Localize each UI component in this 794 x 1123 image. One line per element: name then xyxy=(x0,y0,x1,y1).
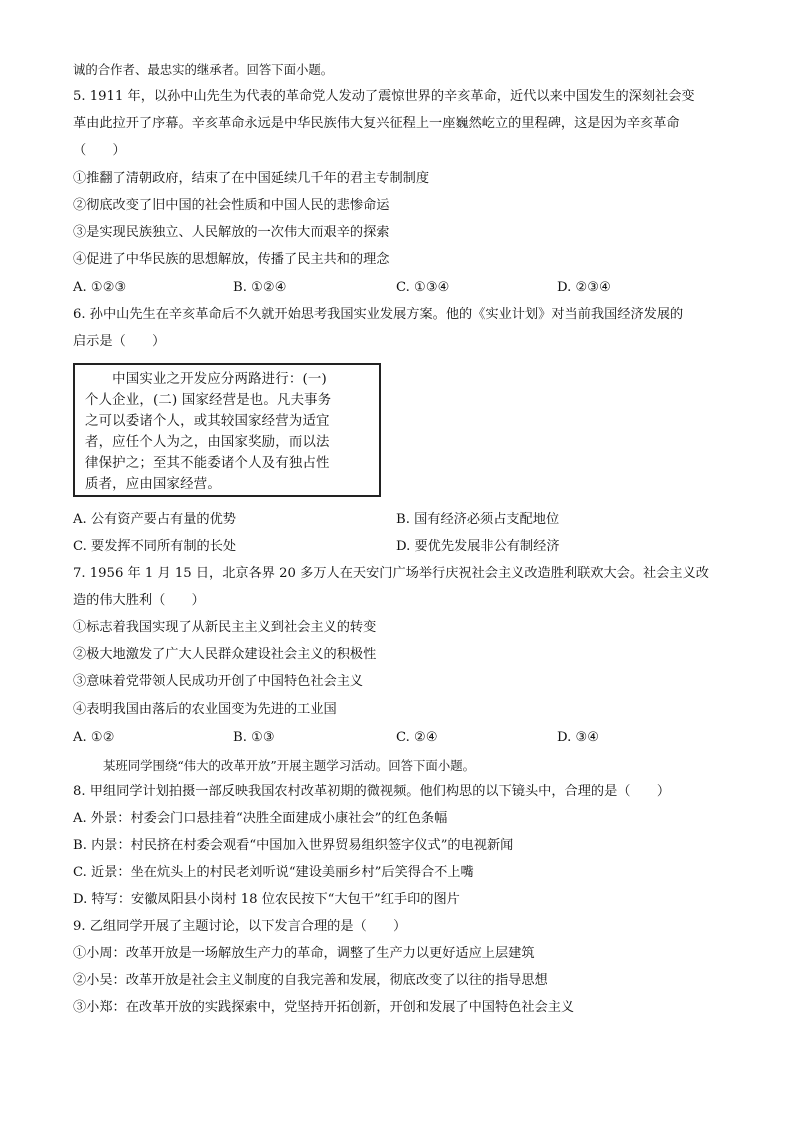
option-a[interactable]: A. ①②③ xyxy=(73,280,127,295)
option-c[interactable]: C. 近景：坐在炕头上的村民老刘听说“建设美丽乡村”后笑得合不上嘴 xyxy=(73,865,474,880)
question-stem: 9. 乙组同学开展了主题讨论，以下发言合理的是（ ） xyxy=(73,919,407,934)
statement-item: ②彻底改变了旧中国的社会性质和中国人民的悲惨命运 xyxy=(73,198,390,213)
question-stem: 造的伟大胜利（ ） xyxy=(73,593,205,608)
intro-text: 诚的合作者、最忠实的继承者。回答下面小题。 xyxy=(73,62,334,77)
option-d[interactable]: D. 要优先发展非公有制经济 xyxy=(396,539,560,554)
quote-line: 律保护之；至其不能委诸个人及有独占性 xyxy=(85,456,330,471)
question-stem: 启示是（ ） xyxy=(73,334,166,349)
question-stem: 革由此拉开了序幕。辛亥革命永远是中华民族伟大复兴征程上一座巍然屹立的里程碑，这是因为辛亥革命 xyxy=(73,116,680,131)
quote-box xyxy=(73,363,381,497)
quote-line: 之可以委诸个人，或其较国家经营为适宜 xyxy=(85,414,330,429)
option-b[interactable]: B. 内景：村民挤在村委会观看“中国加入世界贸易组织签字仪式”的电视新闻 xyxy=(73,838,514,853)
option-b[interactable]: B. ①②④ xyxy=(233,280,287,295)
statement-item: ①小周：改革开放是一场解放生产力的革命，调整了生产力以更好适应上层建筑 xyxy=(73,946,535,961)
option-d[interactable]: D. 特写：安徽凤阳县小岗村 18 位农民按下“大包干”红手印的图片 xyxy=(73,892,460,907)
question-stem: 5. 1911 年，以孙中山先生为代表的革命党人发动了震惊世界的辛亥革命，近代以来中国发生的深刻社会变 xyxy=(73,89,695,104)
question-stem: 6. 孙中山先生在辛亥革命后不久就开始思考我国实业发展方案。他的《实业计划》对当前我国经济发展的 xyxy=(73,307,684,322)
option-a[interactable]: A. 公有资产要占有量的优势 xyxy=(73,512,236,527)
question-stem: 8. 甲组同学计划拍摄一部反映我国农村改革初期的微视频。他们构思的以下镜头中，合理的是（ ） xyxy=(73,784,671,799)
statement-item: ③小郑：在改革开放的实践探索中，党坚持开拓创新，开创和发展了中国特色社会主义 xyxy=(73,1000,575,1015)
option-b[interactable]: B. ①③ xyxy=(233,730,275,745)
question-stem: （ ） xyxy=(73,143,126,158)
option-a[interactable]: A. ①② xyxy=(73,730,115,745)
option-b[interactable]: B. 国有经济必须占支配地位 xyxy=(396,512,560,527)
option-c[interactable]: C. 要发挥不同所有制的长处 xyxy=(73,539,237,554)
option-d[interactable]: D. ②③④ xyxy=(557,280,611,295)
statement-item: ②极大地激发了广大人民群众建设社会主义的积极性 xyxy=(73,647,377,662)
option-c[interactable]: C. ②④ xyxy=(396,730,438,745)
intro-text: 某班同学围绕“伟大的改革开放”开展主题学习活动。回答下面小题。 xyxy=(103,758,475,773)
quote-line: 者，应任个人为之，由国家奖励，而以法 xyxy=(85,435,330,450)
quote-line: 中国实业之开发应分两路进行：(一) xyxy=(85,372,327,387)
statement-item: ③意味着党带领人民成功开创了中国特色社会主义 xyxy=(73,674,364,689)
statement-item: ③是实现民族独立、人民解放的一次伟大而艰辛的探索 xyxy=(73,225,390,240)
question-stem: 7. 1956 年 1 月 15 日，北京各界 20 多万人在天安门广场举行庆祝社会主义改造胜利联欢大会。社会主义改 xyxy=(73,566,709,581)
quote-line: 个人企业，(二) 国家经营是也。凡夫事务 xyxy=(85,393,332,408)
statement-item: ①标志着我国实现了从新民主主义到社会主义的转变 xyxy=(73,620,377,635)
option-a[interactable]: A. 外景：村委会门口悬挂着“决胜全面建成小康社会”的红色条幅 xyxy=(73,811,448,826)
statement-item: ④表明我国由落后的农业国变为先进的工业国 xyxy=(73,702,337,717)
statement-item: ④促进了中华民族的思想解放，传播了民主共和的理念 xyxy=(73,252,390,267)
statement-item: ①推翻了清朝政府，结束了在中国延续几千年的君主专制制度 xyxy=(73,171,430,186)
option-c[interactable]: C. ①③④ xyxy=(396,280,450,295)
option-d[interactable]: D. ③④ xyxy=(557,730,600,745)
quote-line: 质者，应由国家经营。 xyxy=(85,477,221,492)
statement-item: ②小吴：改革开放是社会主义制度的自我完善和发展，彻底改变了以往的指导思想 xyxy=(73,973,548,988)
